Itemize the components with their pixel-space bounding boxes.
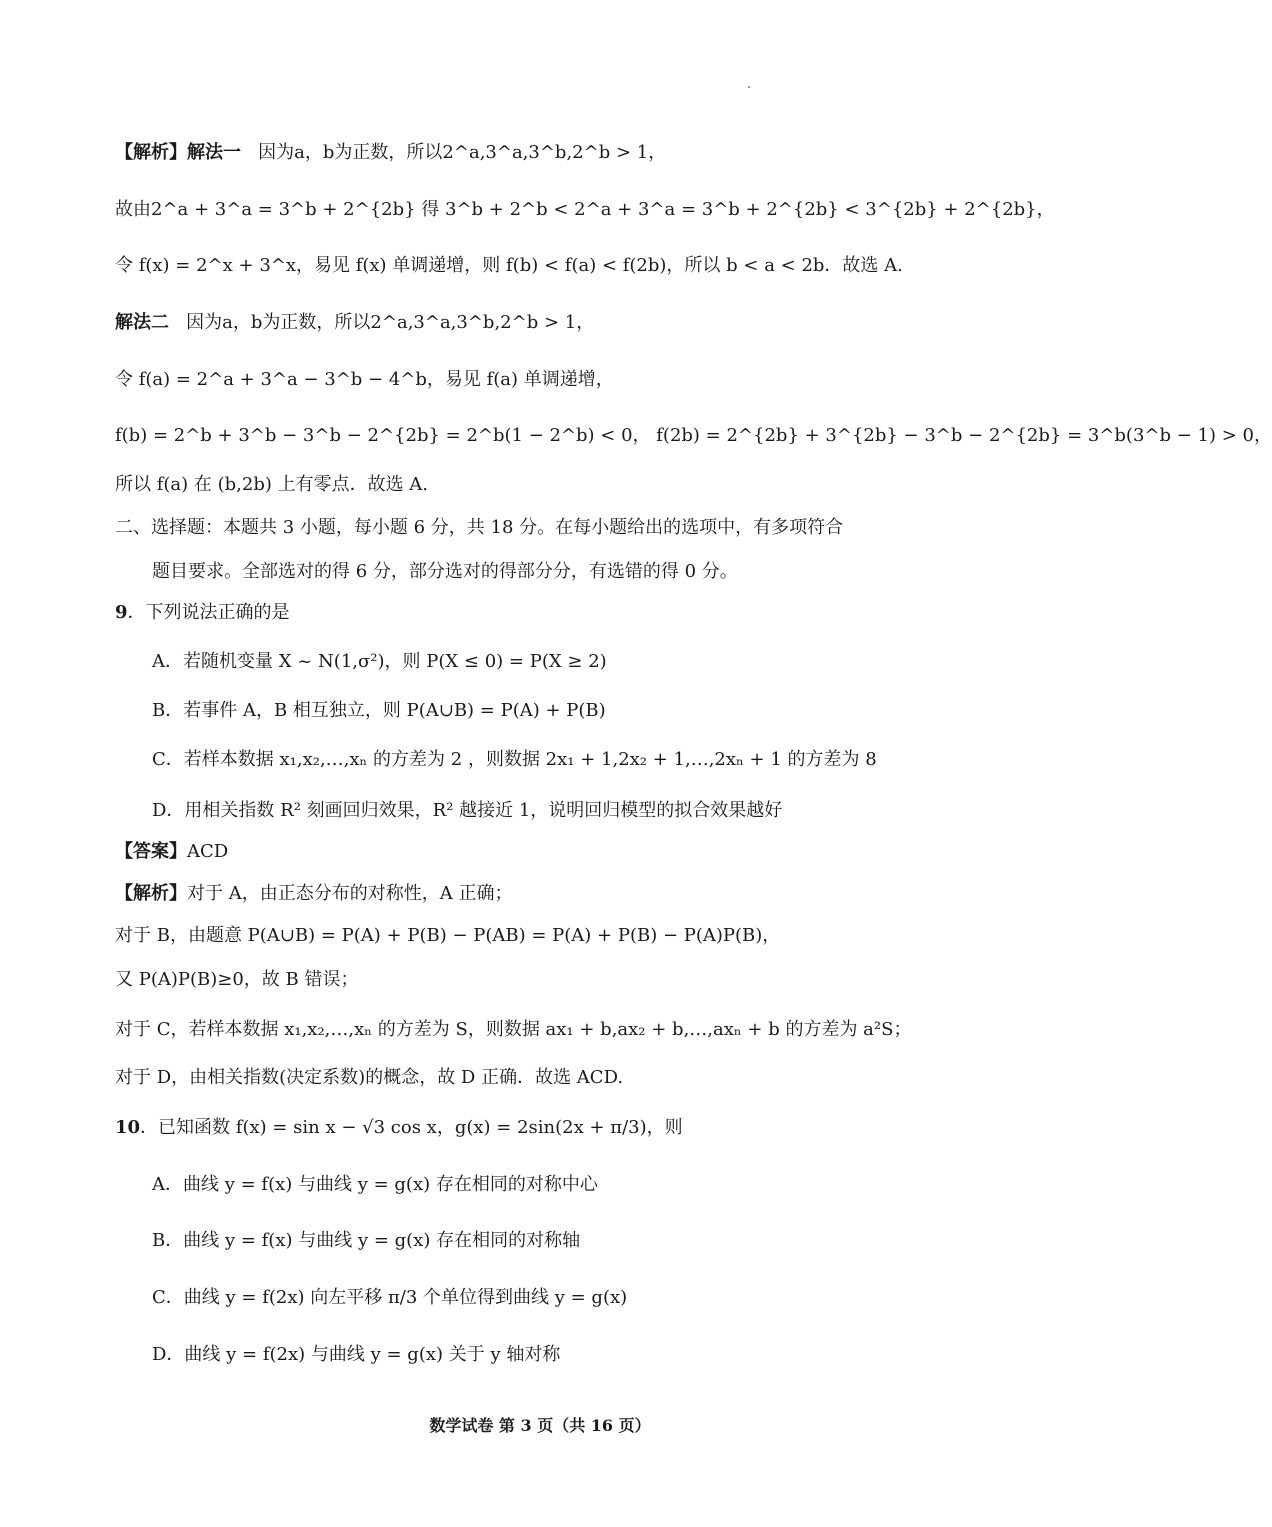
answer-label: 【答案】 [115,841,187,862]
q10-number: 10 [115,1117,141,1138]
analysis-line-5: 令 f(a) = 2^a + 3^a − 3^b − 4^b，易见 f(a) 单调递增， [115,369,614,390]
q9-analysis-3: 又 P(A)P(B)≥0，故 B 错误； [115,969,359,990]
analysis-line-6: f(b) = 2^b + 3^b − 3^b − 2^{2b} = 2^b(1 − 2^b) < 0， f(2b) = 2^{2b} + 3^{2b} − 3^b − 2^{2b} = 3^b(3^b − 1) > 0， [115,425,1272,446]
q9-analysis-label: 【解析】 [115,883,187,904]
q9-analysis-4: 对于 C，若样本数据 x₁,x₂,…,xₙ 的方差为 S，则数据 ax₁ + b,ax₂ + b,…,axₙ + b 的方差为 a²S； [115,1019,912,1040]
q9-number: 9 [115,602,128,623]
method-1-label: 解法一 [187,142,241,163]
analysis-line-1 [115,139,666,167]
q9-stem [115,599,290,627]
q9-answer [115,838,228,866]
analysis-line-3: 令 f(x) = 2^x + 3^x，易见 f(x) 单调递增，则 f(b) < f(a) < f(2b)，所以 b < a < 2b．故选 A. [115,255,903,276]
q10-option-c: C．曲线 y = f(2x) 向左平移 π/3 个单位得到曲线 y = g(x) [152,1287,628,1308]
section-2-heading: 二、选择题：本题共 3 小题，每小题 6 分，共 18 分。在每小题给出的选项中，有多项符合 [115,517,844,538]
q9-analysis-5: 对于 D，由相关指数(决定系数)的概念，故 D 正确．故选 ACD. [115,1067,624,1088]
scan-dot [748,86,750,88]
q9-analysis-text-1: 对于 A，由正态分布的对称性，A 正确； [187,883,513,904]
q10-stem-text: ．已知函数 f(x) = sin x − √3 cos x，g(x) = 2sin(2x + π/3)，则 [140,1117,683,1138]
q9-option-c: C．若样本数据 x₁,x₂,…,xₙ 的方差为 2 ，则数据 2x₁ + 1,2x₂ + 1,…,2xₙ + 1 的方差为 8 [152,749,877,770]
q9-option-d: D．用相关指数 R² 刻画回归效果，R² 越接近 1，说明回归模型的拟合效果越好 [152,800,783,821]
method-2-label: 解法二 [115,312,169,333]
analysis-line-2: 故由2^a + 3^a = 3^b + 2^{2b} 得 3^b + 2^b < 2^a + 3^a = 3^b + 2^{2b} < 3^{2b} + 2^{2b}， [115,199,1055,220]
analysis-line-7: 所以 f(a) 在 (b,2b) 上有零点．故选 A. [115,474,429,495]
q10-option-d: D．曲线 y = f(2x) 与曲线 y = g(x) 关于 y 轴对称 [152,1344,561,1365]
q10-stem [115,1114,683,1142]
q9-option-b: B．若事件 A，B 相互独立，则 P(A∪B) = P(A) + P(B) [152,700,606,721]
q9-analysis-2: 对于 B，由题意 P(A∪B) = P(A) + P(B) − P(AB) = P(A) + P(B) − P(A)P(B)， [115,925,781,946]
analysis-line-4 [115,309,594,337]
page-footer: 数学试卷 第 3 页（共 16 页） [429,1416,651,1435]
analysis-label: 【解析】 [115,142,187,163]
q9-option-a: A．若随机变量 X ~ N(1,σ²)，则 P(X ≤ 0) = P(X ≥ 2) [152,651,607,672]
q9-stem-text: ．下列说法正确的是 [127,602,290,623]
q9-analysis-1 [115,880,512,908]
q10-option-b: B．曲线 y = f(x) 与曲线 y = g(x) 存在相同的对称轴 [152,1230,581,1251]
answer-value: ACD [187,841,229,862]
q10-option-a: A．曲线 y = f(x) 与曲线 y = g(x) 存在相同的对称中心 [152,1174,598,1195]
analysis-text-1: 因为a，b为正数，所以2^a,3^a,3^b,2^b > 1， [258,142,667,163]
section-2-heading-cont: 题目要求。全部选对的得 6 分，部分选对的得部分分，有选错的得 0 分。 [152,561,738,582]
analysis-text-4: 因为a，b为正数，所以2^a,3^a,3^b,2^b > 1， [186,312,595,333]
